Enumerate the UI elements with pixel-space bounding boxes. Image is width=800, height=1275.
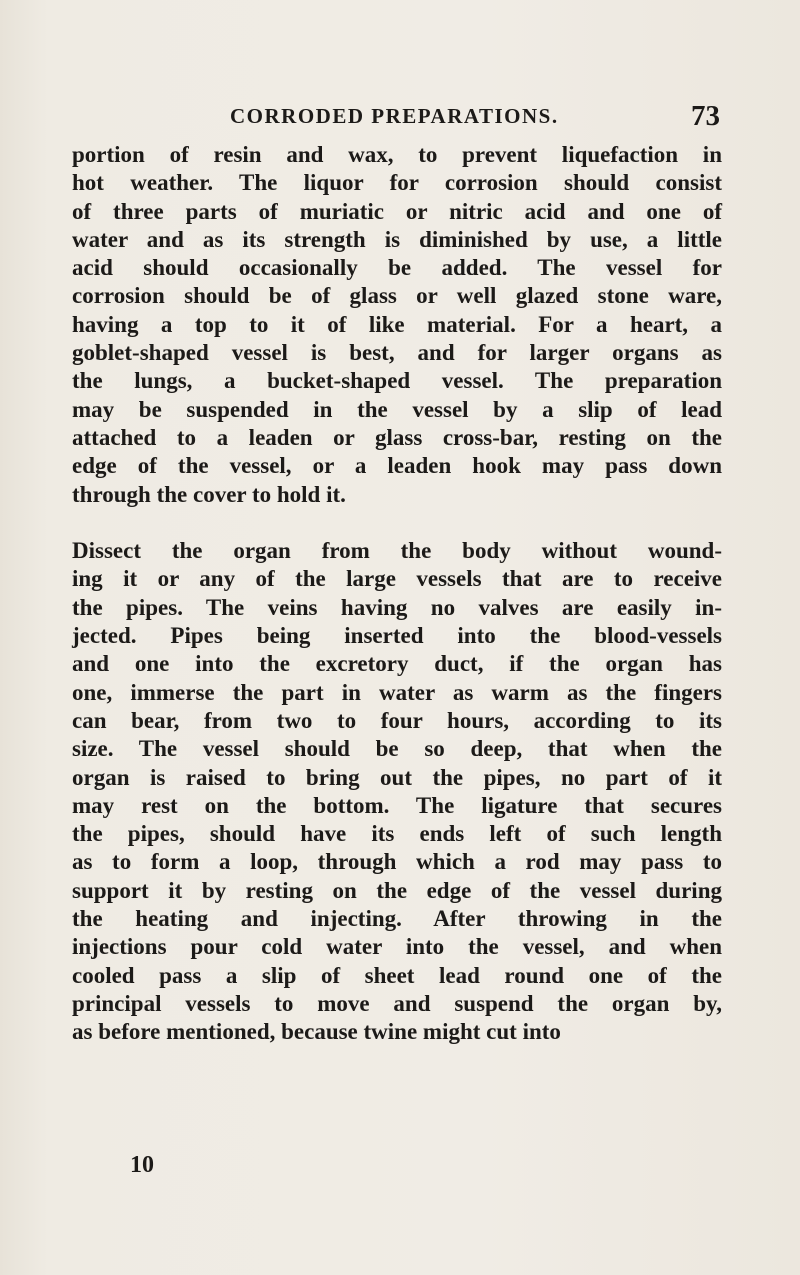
- text-line: attached to a leaden or glass cross-bar, resting on the: [72, 424, 722, 450]
- text-line: portion of resin and wax, to prevent liquefaction in: [72, 142, 722, 167]
- text-line: as to form a loop, through which a rod may pass to: [72, 849, 722, 875]
- page-number: 73: [691, 100, 720, 132]
- signature-mark: 10: [130, 1152, 154, 1178]
- text-line: size. The vessel should be so deep, that when the: [72, 736, 722, 762]
- running-head: CORRODED PREPARATIONS.: [230, 104, 559, 128]
- text-line: of three parts of muriatic or nitric acid and one of: [72, 198, 722, 224]
- text-line: having a top to it of like material. For a heart, a: [72, 311, 722, 337]
- text-line: as before mentioned, because twine might cut into: [72, 1019, 561, 1045]
- text-line: through the cover to hold it.: [72, 481, 346, 507]
- text-line: can bear, from two to four hours, according to its: [72, 707, 722, 733]
- text-line: organ is raised to bring out the pipes, no part of it: [72, 764, 722, 790]
- text-line: goblet-shaped vessel is best, and for larger organs as: [72, 340, 722, 366]
- paragraph-gap: [72, 509, 722, 537]
- text-line: hot weather. The liquor for corrosion should consist: [72, 170, 722, 196]
- text-line: ing it or any of the large vessels that are to receive: [72, 566, 722, 592]
- text-line: acid should occasionally be added. The vessel for: [72, 255, 722, 281]
- text-line: may rest on the bottom. The ligature that secures: [72, 792, 722, 818]
- text-line: jected. Pipes being inserted into the blood-vessels: [72, 623, 722, 649]
- paragraph: [72, 537, 722, 1046]
- text-line: injections pour cold water into the vessel, and when: [72, 934, 722, 960]
- text-line: one, immerse the part in water as warm as the fingers: [72, 679, 722, 705]
- body-text: [72, 141, 722, 1047]
- text-line: cooled pass a slip of sheet lead round one of the: [72, 962, 722, 988]
- text-line: principal vessels to move and suspend the organ by,: [72, 990, 722, 1016]
- text-line: the heating and injecting. After throwing in the: [72, 906, 722, 932]
- text-line: edge of the vessel, or a leaden hook may pass down: [72, 453, 722, 479]
- text-line: water and as its strength is diminished by use, a little: [72, 226, 722, 252]
- text-line: the lungs, a bucket-shaped vessel. The preparation: [72, 368, 722, 394]
- text-line: corrosion should be of glass or well glazed stone ware,: [72, 283, 722, 309]
- page-header: [230, 100, 720, 134]
- text-line: the pipes. The veins having no valves are easily in-: [72, 594, 722, 620]
- text-line: support it by resting on the edge of the vessel during: [72, 877, 722, 903]
- text-line: Dissect the organ from the body without wound-: [72, 538, 722, 564]
- paragraph: [72, 141, 722, 509]
- text-line: may be suspended in the vessel by a slip of lead: [72, 396, 722, 422]
- text-line: and one into the excretory duct, if the organ has: [72, 651, 722, 677]
- text-line: the pipes, should have its ends left of such length: [72, 821, 722, 847]
